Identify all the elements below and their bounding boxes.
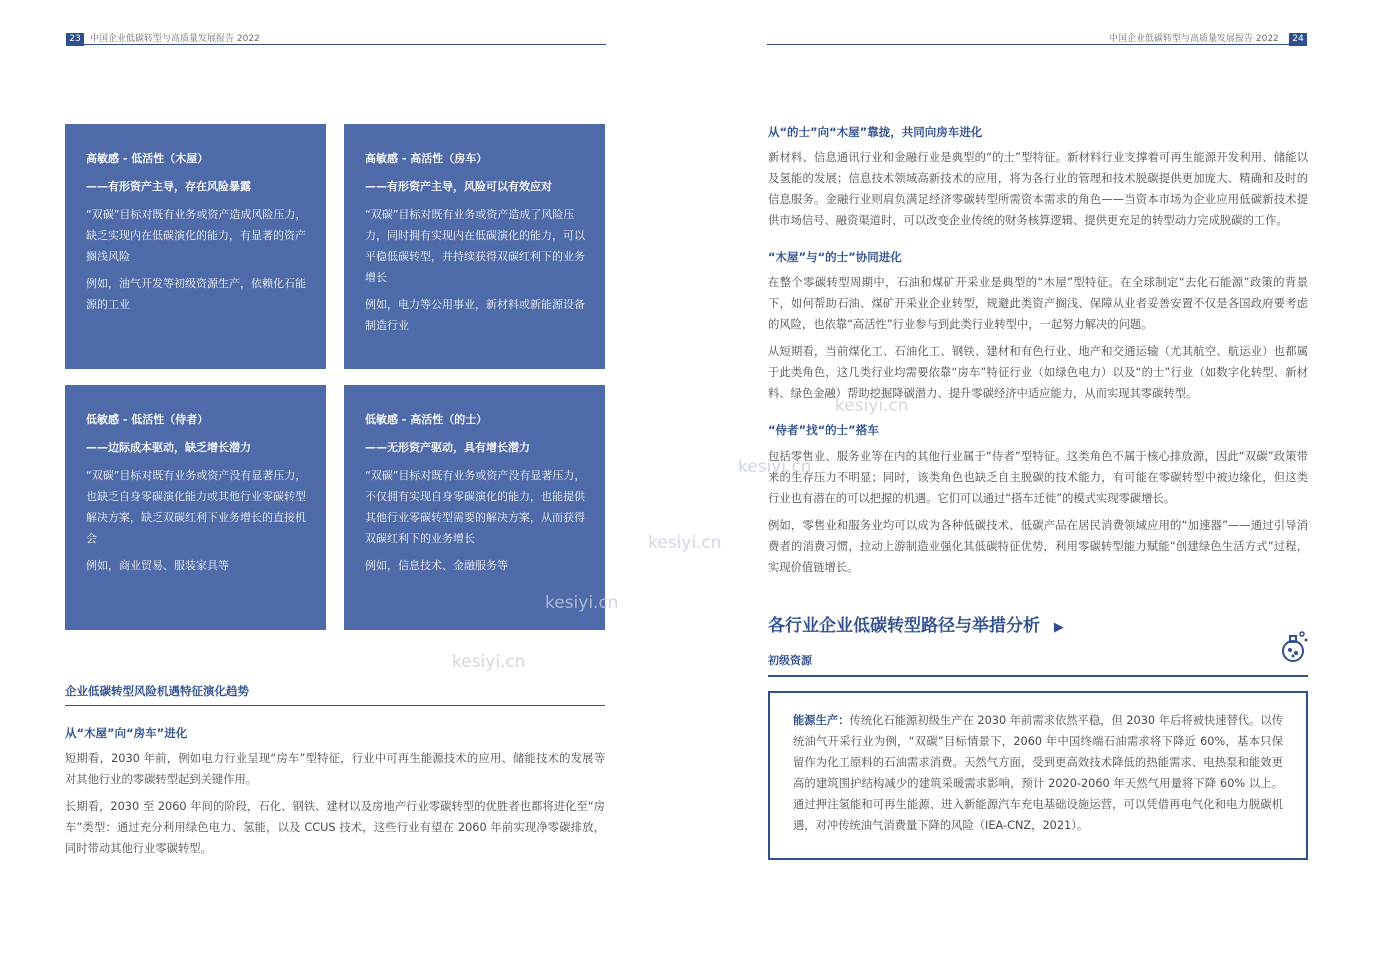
card-subtitle: ——无形资产驱动，具有增长潜力 <box>365 441 530 454</box>
section-big-title <box>768 611 1064 636</box>
card-body: “双碳”目标对既有业务或资产没有显著压力，不仅拥有实现自身零碳演化的能力，也能提供其他行业零碳转型需要的解决方案，从而获得双碳红利下的业务增长 <box>365 469 586 545</box>
left-paragraph-2: 长期看，2030 至 2060 年间的阶段，石化、钢铁、建材以及房地产行业零碳转型的优胜者也都将进化至“房车”类型：通过充分利用绿色电力、氢能，以及 CCUS 技术，这些行业有望在 2060 年前实现净零碳排放，同时带动其他行业零碳转型。 <box>65 800 605 855</box>
card-high-high <box>344 124 605 369</box>
card-subtitle: ——有形资产主导，风险可以有效应对 <box>365 180 552 193</box>
card-example: 例如，油气开发等初级资源生产，依赖化石能源的工业 <box>86 277 306 311</box>
card-high-low <box>65 124 326 369</box>
card-body: “双碳”目标对既有业务或资产造成风险压力，缺乏实现内在低碳演化的能力，有显著的资产搁浅风险 <box>86 208 307 263</box>
primary-resource-label: 初级资源 <box>768 654 812 667</box>
watermark: kesiyi.cn <box>545 593 619 613</box>
left-subheading: 从“木屋”向“房车”进化 <box>65 726 188 740</box>
right-page-number: 24 <box>1289 33 1307 46</box>
trend-section-rule <box>65 705 605 706</box>
left-header-title: 中国企业低碳转型与高质量发展报告 2022 <box>90 34 260 44</box>
triangle-right-icon: ▶ <box>1053 620 1064 635</box>
right-subheading-1: 从“的士”向“木屋”靠拢，共同向房车进化 <box>768 125 983 139</box>
right-paragraph-4: 包括零售业、服务业等在内的其他行业属于“侍者”型特征。这类角色不属于核心排放源，因此“双碳”政策带来的生存压力不明显；同时，该类角色也缺乏自主脱碳的技术能力，有可能在零碳转型中被边缘化，但这类行业也有潜在的可以把握的机遇。它们可以通过“搭车迁徙”的模式实现零碳增长。 <box>768 450 1308 505</box>
watermark: kesiyi.cn <box>738 457 812 477</box>
right-subheading-3: “侍者”找“的士”搭车 <box>768 423 879 437</box>
card-subtitle: ——有形资产主导，存在风险暴露 <box>86 180 251 193</box>
trend-section-title: 企业低碳转型风险机遇特征演化趋势 <box>65 684 249 698</box>
card-example: 例如，商业贸易、服装家具等 <box>86 559 229 572</box>
left-page-number: 23 <box>66 33 84 46</box>
energy-production-body: 传统化石能源初级生产在 2030 年前需求依然平稳，但 2030 年后将被快速替代。以传统油气开采行业为例，“双碳”目标情景下，2060 年中国终端石油需求将下降近 60%，基本只保留作为化工原料的石油需求消费。天然气方面，受到更高效技术降低的热能需求、电热泵和能效更高的建筑围护结构减少的建筑采暖需求影响，预计 2020-2060 年天然气用量将下降 60% 以上。通过押注氢能和可再生能源、进入新能源汽车充电基础设施运营，可以凭借再电气化和电力脱碳机遇，对冲传统油气消费量下降的风险（IEA-CNZ，2021）。 <box>793 714 1283 832</box>
left-paragraph-1: 短期看，2030 年前，例如电力行业呈现“房车”型特征，行业中可再生能源技术的应用、储能技术的发展等对其他行业的零碳转型起到关键作用。 <box>65 752 605 786</box>
section-big-title-text: 各行业企业低碳转型路径与举措分析 <box>768 616 1040 636</box>
watermark: kesiyi.cn <box>835 396 909 416</box>
right-paragraph-2: 在整个零碳转型周期中，石油和煤矿开采业是典型的“木屋”型特征。在全球制定“去化石能源”政策的背景下，如何帮助石油、煤矿开采业企业转型，规避此类资产搁浅、保障从业者妥善安置不仅是各国政府要考虑的风险，也依靠“高活性”行业参与到此类行业转型中，一起努力解决的问题。 <box>768 276 1308 331</box>
card-low-low <box>65 385 326 630</box>
card-title: 低敏感 - 高活性（的士） <box>365 413 488 426</box>
right-subheading-2: “木屋”与“的士”协同进化 <box>768 250 902 264</box>
flask-globe-icon <box>1280 628 1310 664</box>
right-paragraph-5: 例如，零售业和服务业均可以成为各种低碳技术、低碳产品在居民消费领域应用的“加速器”——通过引导消费者的消费习惯，拉动上游制造业强化其低碳特征优势，利用零碳转型能力赋能“创建绿色生活方式”过程，实现价值链增长。 <box>768 519 1308 574</box>
card-title: 高敏感 - 低活性（木屋） <box>86 152 209 165</box>
card-example: 例如，电力等公用事业，新材料或新能源设备制造行业 <box>365 298 585 332</box>
right-header-rule <box>767 44 1307 45</box>
energy-production-text <box>793 710 1283 836</box>
left-header-rule <box>66 44 606 45</box>
watermark: kesiyi.cn <box>648 533 722 553</box>
right-header-title: 中国企业低碳转型与高质量发展报告 2022 <box>1109 34 1279 44</box>
right-paragraph-1: 新材料、信息通讯行业和金融行业是典型的“的士”型特征。新材料行业支撑着可再生能源开发利用、储能以及氢能的发展；信息技术领域高新技术的应用，将为各行业的管理和技术脱碳提供更加庞大、精确和及时的信息服务。金融行业则肩负满足经济零碳转型所需资本需求的角色——当资本市场为企业应用低碳新技术提供市场信号、融资渠道时，可以改变企业传统的财务核算逻辑、提供更充足的转型动力完成脱碳的工作。 <box>768 151 1308 227</box>
card-title: 低敏感 - 低活性（侍者） <box>86 413 209 426</box>
card-body: “双碳”目标对既有业务或资产没有显著压力，也缺乏自身零碳演化能力或其他行业零碳转型解决方案，缺乏双碳红利下业务增长的直接机会 <box>86 469 307 545</box>
energy-production-box <box>768 691 1308 860</box>
card-example: 例如，信息技术、金融服务等 <box>365 559 508 572</box>
card-subtitle: ——边际成本驱动，缺乏增长潜力 <box>86 441 251 454</box>
right-paragraph-3: 从短期看，当前煤化工、石油化工、钢铁、建材和有色行业、地产和交通运输（尤其航空、航运业）也都属于此类角色，这几类行业均需要依靠“房车”特征行业（如绿色电力）以及“的士”行业（如数字化转型、新材料、绿色金融）帮助挖掘降碳潜力、提升零碳经济中适应能力，从而实现其零碳转型。 <box>768 345 1308 400</box>
resource-rule <box>768 675 1308 677</box>
watermark: kesiyi.cn <box>452 652 526 672</box>
energy-production-lead: 能源生产： <box>793 714 850 727</box>
card-title: 高敏感 - 高活性（房车） <box>365 152 488 165</box>
card-body: “双碳”目标对既有业务或资产造成了风险压力，同时拥有实现内在低碳演化的能力，可以平稳低碳转型，并持续获得双碳红利下的业务增长 <box>365 208 585 284</box>
